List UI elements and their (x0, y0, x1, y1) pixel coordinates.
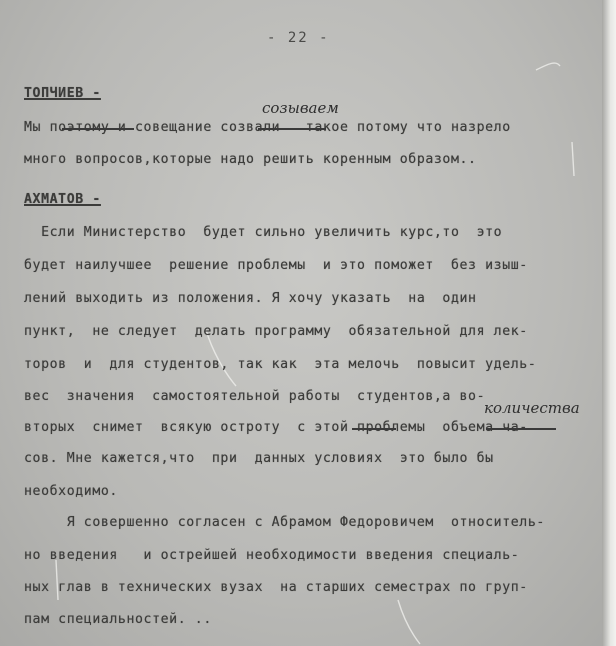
text-line: вторых снимет всякую остроту с этой проблемы объема ча- (24, 420, 528, 435)
text-line: сов. Мне кажется,что при данных условиях это было бы (24, 451, 494, 466)
text-line: ных глав в технических вузах на старших семестрах по груп- (24, 580, 528, 595)
text-line: будет наилучшее решение проблемы и это поможет без изыш- (24, 258, 528, 273)
text-line: Если Министерство будет сильно увеличить курс,то это (24, 225, 503, 240)
text-line: Я совершенно согласен с Абрамом Федоровичем относитель- (24, 515, 545, 530)
text-line: вес значения самостоятельной работы студентов,а во- (24, 389, 486, 404)
text-line: много вопросов,которые надо решить коренным образом.. (24, 152, 477, 167)
speaker-heading-akhmatov: АХМАТОВ - (24, 192, 101, 207)
text-line: Мы поэтому и совещание созвали такое потому что назрело (24, 120, 511, 135)
strikethrough-mark (258, 128, 326, 130)
strikethrough-mark (352, 428, 396, 430)
text-line: лений выходить из положения. Я хочу указать на один (24, 291, 477, 306)
text-line: торов и для студентов, так как эта мелочь повысит удель- (24, 357, 537, 372)
text-line: пункт, не следует делать программу обязательной для лек- (24, 324, 528, 339)
text-line: пам специальностей. .. (24, 612, 212, 627)
text-line: но введения и острейшей необходимости введения специаль- (24, 548, 520, 563)
handwritten-insert-1: созываем (262, 99, 339, 117)
handwritten-insert-2: количества (484, 399, 580, 417)
strikethrough-mark (486, 428, 556, 430)
page-number: - 22 - (267, 30, 330, 46)
strikethrough-mark (62, 128, 134, 130)
text-line: необходимо. (24, 484, 118, 499)
speaker-heading-topchiev: ТОПЧИЕВ - (24, 86, 101, 101)
